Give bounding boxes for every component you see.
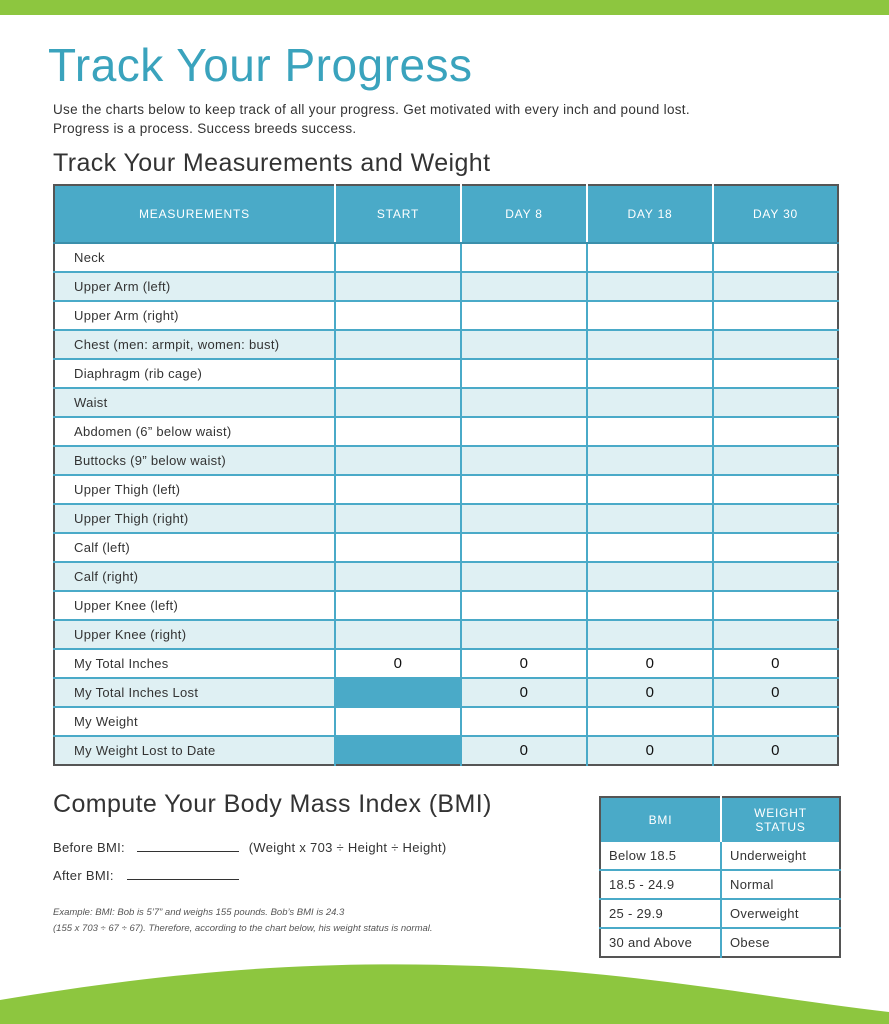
row-label: My Total Inches Lost [54, 678, 335, 707]
measurement-cell[interactable] [335, 330, 461, 359]
table-row [54, 533, 838, 562]
measurement-cell[interactable] [587, 388, 713, 417]
measurement-cell[interactable] [713, 243, 838, 272]
bmi-row [600, 928, 840, 957]
measurement-cell[interactable] [335, 301, 461, 330]
measurement-cell[interactable]: 0 [713, 649, 838, 678]
table-row [54, 649, 838, 678]
measurement-cell[interactable] [587, 446, 713, 475]
measurement-cell[interactable] [461, 301, 587, 330]
measurement-cell[interactable] [587, 272, 713, 301]
table-row [54, 620, 838, 649]
measurement-cell[interactable] [587, 301, 713, 330]
row-label: Calf (left) [54, 533, 335, 562]
measurement-cell[interactable] [461, 620, 587, 649]
bmi-example-line-1: Example: BMI: Bob is 5’7” and weighs 155 pounds. Bob’s BMI is 24.3 [53, 907, 345, 918]
table-row [54, 707, 838, 736]
table-row [54, 475, 838, 504]
bmi-section-title: Compute Your Body Mass Index (BMI) [53, 790, 492, 818]
measurement-cell[interactable] [587, 475, 713, 504]
measurement-cell[interactable] [461, 707, 587, 736]
measurement-cell[interactable] [587, 330, 713, 359]
weight-status-cell: Underweight [721, 842, 840, 870]
measurement-cell[interactable] [335, 272, 461, 301]
row-label: My Weight Lost to Date [54, 736, 335, 765]
row-label: Upper Thigh (right) [54, 504, 335, 533]
bmi-range-cell: 25 - 29.9 [600, 899, 721, 928]
row-label: My Weight [54, 707, 335, 736]
measurement-cell[interactable] [461, 475, 587, 504]
measurement-cell[interactable] [461, 330, 587, 359]
table-row [54, 330, 838, 359]
measurement-cell[interactable] [713, 707, 838, 736]
bmi-row [600, 870, 840, 899]
measurement-cell[interactable] [335, 359, 461, 388]
measurement-cell[interactable] [461, 591, 587, 620]
table-row [54, 678, 838, 707]
table-row [54, 272, 838, 301]
measurement-cell[interactable] [713, 562, 838, 591]
bmi-range-cell: Below 18.5 [600, 842, 721, 870]
table-row [54, 359, 838, 388]
measurement-cell[interactable] [587, 533, 713, 562]
table-row [54, 504, 838, 533]
measurement-cell[interactable]: 0 [587, 678, 713, 707]
measurement-cell[interactable] [713, 272, 838, 301]
measurement-cell[interactable] [335, 475, 461, 504]
measurement-cell[interactable] [587, 591, 713, 620]
measurement-cell[interactable]: 0 [335, 649, 461, 678]
measurement-cell[interactable] [335, 417, 461, 446]
measurement-cell[interactable] [335, 678, 461, 707]
measurement-cell[interactable] [461, 504, 587, 533]
measurement-cell[interactable] [335, 736, 461, 765]
table-row [54, 388, 838, 417]
measurement-cell[interactable] [713, 330, 838, 359]
measurement-cell[interactable] [335, 562, 461, 591]
measurement-cell[interactable] [335, 243, 461, 272]
table-row [54, 562, 838, 591]
before-bmi-line [53, 840, 447, 855]
measurement-cell[interactable] [587, 417, 713, 446]
measurement-cell[interactable] [713, 359, 838, 388]
table-row [54, 736, 838, 765]
row-label: Upper Knee (left) [54, 591, 335, 620]
measurement-cell[interactable] [461, 272, 587, 301]
row-label: Upper Arm (right) [54, 301, 335, 330]
measurement-cell[interactable] [461, 243, 587, 272]
row-label: Upper Knee (right) [54, 620, 335, 649]
column-header-day8: DAY 8 [461, 185, 587, 243]
measurement-cell[interactable] [713, 475, 838, 504]
bmi-range-cell: 18.5 - 24.9 [600, 870, 721, 899]
weight-status-column-header: WEIGHT STATUS [721, 797, 840, 842]
measurement-cell[interactable] [587, 620, 713, 649]
measurement-cell[interactable] [335, 591, 461, 620]
measurement-cell[interactable]: 0 [461, 736, 587, 765]
row-label: Neck [54, 243, 335, 272]
row-label: My Total Inches [54, 649, 335, 678]
bmi-row [600, 842, 840, 870]
measurement-cell[interactable] [461, 388, 587, 417]
column-header-day30: DAY 30 [713, 185, 838, 243]
row-label: Upper Arm (left) [54, 272, 335, 301]
bmi-formula: (Weight x 703 ÷ Height ÷ Height) [248, 840, 447, 855]
table-row [54, 446, 838, 475]
after-bmi-blank[interactable] [127, 869, 239, 880]
bmi-example [53, 905, 573, 937]
measurements-header-row [54, 185, 838, 243]
after-bmi-label: After BMI: [53, 868, 114, 883]
measurement-cell[interactable] [587, 707, 713, 736]
table-row [54, 243, 838, 272]
measurement-cell[interactable] [713, 533, 838, 562]
measurement-cell[interactable] [461, 417, 587, 446]
measurement-cell[interactable] [713, 388, 838, 417]
measurements-body [54, 243, 838, 765]
row-label: Waist [54, 388, 335, 417]
bmi-header-row [600, 797, 840, 842]
measurement-cell[interactable] [587, 562, 713, 591]
before-bmi-blank[interactable] [137, 841, 239, 852]
measurement-cell[interactable] [335, 504, 461, 533]
bottom-green-wave [0, 960, 889, 1024]
measurement-cell[interactable]: 0 [587, 649, 713, 678]
measurements-section-title: Track Your Measurements and Weight [53, 149, 491, 177]
page-title: Track Your Progress [48, 39, 473, 91]
measurement-cell[interactable] [587, 243, 713, 272]
measurement-cell[interactable] [713, 591, 838, 620]
row-label: Buttocks (9” below waist) [54, 446, 335, 475]
measurement-cell[interactable] [335, 388, 461, 417]
bmi-status-table [599, 796, 841, 958]
bmi-range-cell: 30 and Above [600, 928, 721, 957]
bmi-status-body [600, 842, 840, 957]
measurement-cell[interactable] [461, 533, 587, 562]
row-label: Diaphragm (rib cage) [54, 359, 335, 388]
measurement-cell[interactable]: 0 [587, 736, 713, 765]
measurement-cell[interactable] [713, 301, 838, 330]
weight-status-cell: Obese [730, 935, 770, 950]
measurement-cell[interactable] [335, 533, 461, 562]
top-green-bar [0, 0, 889, 15]
before-bmi-label: Before BMI: [53, 840, 125, 855]
measurement-cell[interactable] [713, 620, 838, 649]
measurement-cell[interactable] [713, 504, 838, 533]
intro-text: Use the charts below to keep track of all your progress. Get motivated with every inch and pound lost. Progress is a process. Success breeds success. [53, 102, 690, 136]
measurement-cell[interactable] [461, 562, 587, 591]
measurement-cell[interactable] [335, 620, 461, 649]
measurement-cell[interactable]: 0 [713, 678, 838, 707]
measurement-cell[interactable] [587, 359, 713, 388]
measurements-table [53, 184, 839, 766]
measurement-cell[interactable] [713, 446, 838, 475]
measurement-cell[interactable] [335, 446, 461, 475]
column-header-day18: DAY 18 [587, 185, 713, 243]
row-label: Chest (men: armpit, women: bust) [54, 330, 335, 359]
row-label: Upper Thigh (left) [54, 475, 335, 504]
measurement-cell[interactable] [461, 446, 587, 475]
measurement-cell[interactable] [587, 504, 713, 533]
measurement-cell[interactable]: 0 [461, 678, 587, 707]
measurement-cell[interactable]: 0 [713, 736, 838, 765]
bmi-row [600, 899, 840, 928]
weight-status-cell: Overweight [721, 899, 840, 928]
weight-status-cell: Normal [721, 870, 840, 899]
row-label: Calf (right) [54, 562, 335, 591]
measurement-cell[interactable]: 0 [461, 649, 587, 678]
bmi-example-line-2: (155 x 703 ÷ 67 ÷ 67). Therefore, according to the chart below, his weight status is normal. [53, 923, 433, 934]
measurement-cell[interactable] [713, 417, 838, 446]
table-row [54, 591, 838, 620]
column-header-measurements: MEASUREMENTS [54, 185, 335, 243]
bmi-column-header: BMI [600, 797, 721, 842]
measurement-cell[interactable] [461, 359, 587, 388]
table-row [54, 301, 838, 330]
measurement-cell[interactable] [335, 707, 461, 736]
after-bmi-line [53, 868, 239, 883]
row-label: Abdomen (6” below waist) [54, 417, 335, 446]
table-row [54, 417, 838, 446]
column-header-start: START [335, 185, 461, 243]
